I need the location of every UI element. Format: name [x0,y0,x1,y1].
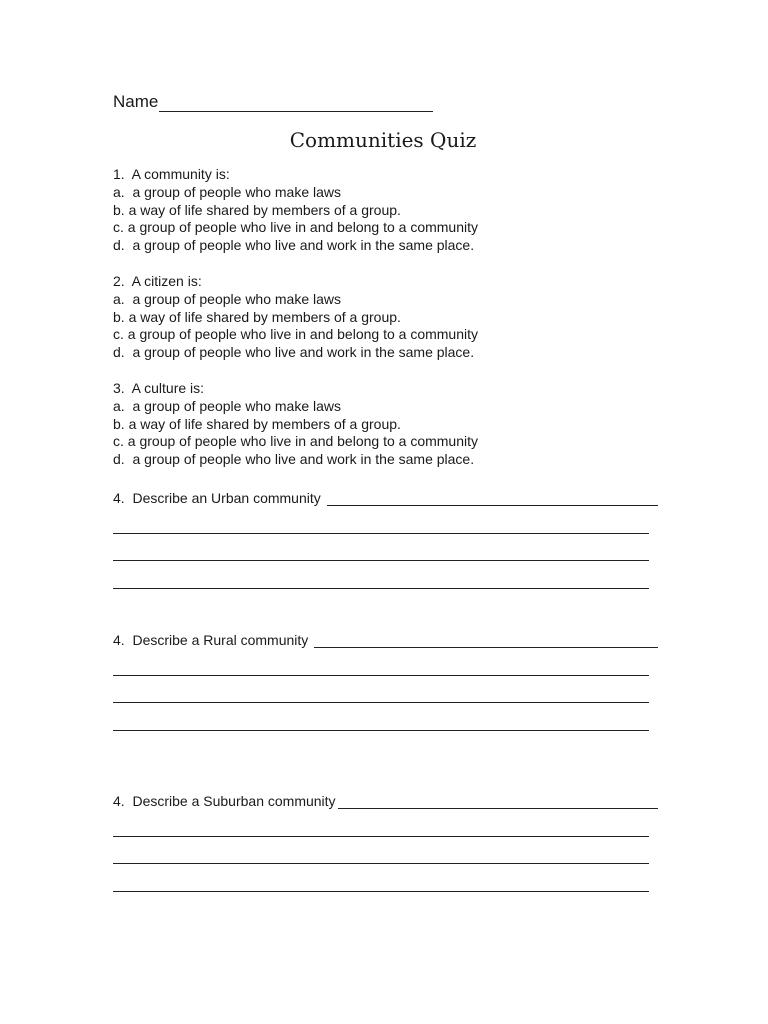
option-c: c. a group of people who live in and belong to a community [113,326,479,343]
answer-blank[interactable] [338,794,658,809]
option-d: d. a group of people who live and work in the same place. [113,344,475,361]
describe-urban [113,488,658,589]
describe-rural [113,630,658,731]
answer-line[interactable] [113,676,649,704]
describe-prompt-row [113,791,658,809]
answer-line[interactable] [113,864,649,892]
answer-line[interactable] [113,648,649,676]
describe-prompt: 4. Describe an Urban community [113,490,325,506]
name-field [113,92,433,112]
answer-line[interactable] [113,837,649,865]
describe-prompt-row [113,630,658,648]
option-a: a. a group of people who make laws [113,290,342,307]
answer-line[interactable] [113,506,649,534]
describe-suburban [113,791,658,892]
answer-line[interactable] [113,703,649,731]
option-a: a. a group of people who make laws [113,183,342,200]
option-a: a. a group of people who make laws [113,397,342,414]
question-3 [113,380,478,469]
answer-line[interactable] [113,809,649,837]
option-c: c. a group of people who live in and belong to a community [113,219,479,236]
page-title-text: Communities Quiz [289,128,477,152]
question-1 [113,166,478,255]
question-stem: 2. A citizen is: [113,273,202,289]
question-stem: 3. A culture is: [113,380,205,396]
answer-line[interactable] [113,561,649,589]
option-c: c. a group of people who live in and belong to a community [113,433,479,450]
answer-line[interactable] [113,534,649,562]
describe-prompt: 4. Describe a Rural community [113,632,313,648]
name-blank[interactable] [159,95,433,112]
describe-prompt-row [113,488,658,506]
option-b: b. a way of life shared by members of a group. [113,415,401,432]
describe-prompt: 4. Describe a Suburban community [113,793,336,809]
page-title [0,128,768,152]
answer-blank[interactable] [327,491,658,506]
question-stem: 1. A community is: [113,166,230,182]
option-b: b. a way of life shared by members of a group. [113,201,401,218]
question-2 [113,273,478,362]
option-d: d. a group of people who live and work in the same place. [113,237,475,254]
name-label: Name [113,92,159,111]
option-b: b. a way of life shared by members of a group. [113,308,401,325]
option-d: d. a group of people who live and work in the same place. [113,451,475,468]
answer-blank[interactable] [314,633,658,648]
